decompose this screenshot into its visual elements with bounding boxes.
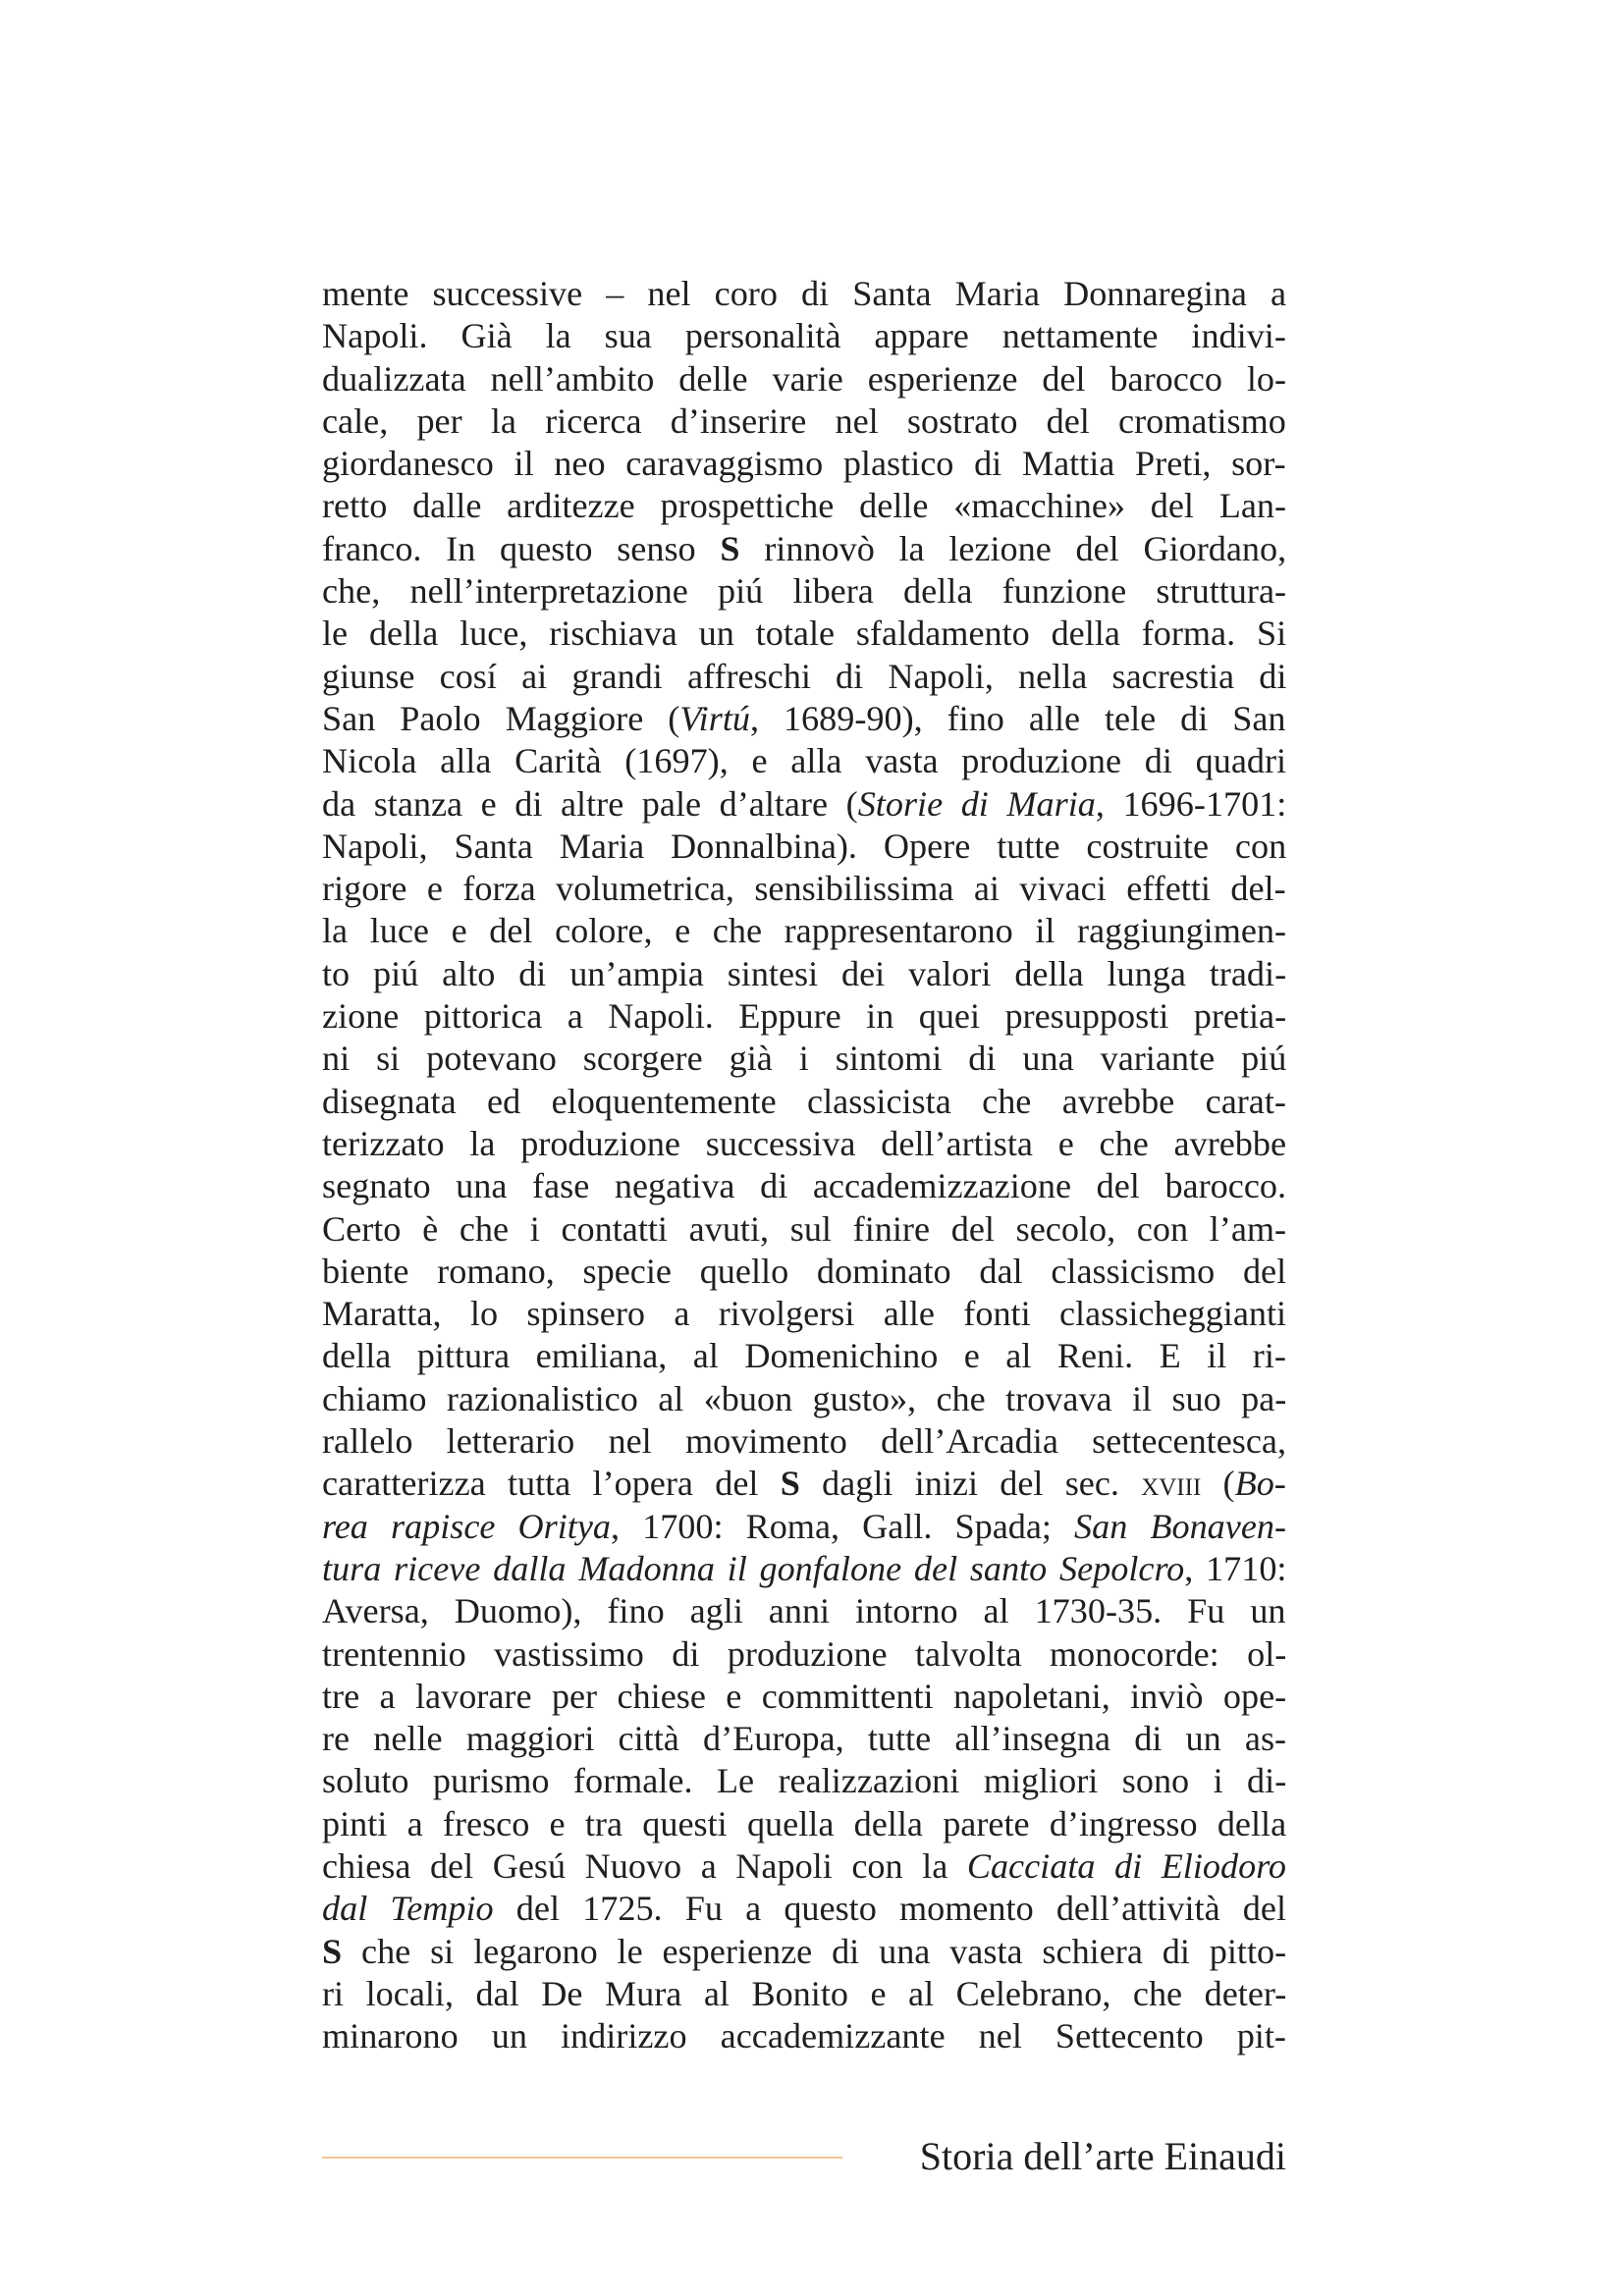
text-line xyxy=(322,1165,1286,1207)
text-run: S xyxy=(322,1931,343,1971)
text-run: rallelo letterario nel movimento dell’Arcadia settecentesca, xyxy=(322,1421,1287,1462)
text-run: franco. In questo senso xyxy=(322,528,721,568)
footer-title: Storia dell’arte Einaudi xyxy=(919,2134,1286,2178)
text-line xyxy=(322,1506,1286,1548)
text-line xyxy=(322,1676,1286,1718)
text-run: mente successive – nel coro di Santa Maria Donnaregina a xyxy=(322,274,1287,313)
text-run: xviii xyxy=(1141,1464,1202,1504)
text-line xyxy=(322,1378,1286,1420)
text-run: Bo- xyxy=(1234,1464,1286,1504)
text-line xyxy=(322,1123,1286,1165)
text-run: Nicola alla Carità (1697), e alla vasta produzione di quadri xyxy=(322,741,1287,781)
text-line xyxy=(322,1973,1286,2015)
page-footer xyxy=(322,2128,1286,2187)
text-line xyxy=(322,485,1286,527)
text-run: che, nell’interpretazione piú libera della funzione struttura- xyxy=(322,571,1287,612)
text-line xyxy=(322,1633,1286,1676)
text-run: dualizzata nell’ambito delle varie esperienze del barocco lo- xyxy=(322,358,1287,399)
text-line xyxy=(322,1803,1286,1845)
text-run: rigore e forza volumetrica, sensibilissima ai vivaci effetti del- xyxy=(322,869,1286,909)
text-run: le della luce, rischiava un totale sfaldamento della forma. Si xyxy=(322,614,1287,654)
text-line xyxy=(322,1931,1286,1973)
text-line xyxy=(322,1251,1286,1293)
text-run: chiamo razionalistico al «buon gusto», che trovava il suo pa- xyxy=(322,1378,1287,1418)
text-run: Storie di Maria xyxy=(857,783,1096,824)
text-run: disegnata ed eloquentemente classicista che avrebbe carat- xyxy=(322,1081,1286,1121)
text-run: dal Tempio xyxy=(322,1889,494,1929)
text-line xyxy=(322,1335,1286,1377)
text-run: ri locali, dal De Mura al Bonito e al Celebrano, che deter- xyxy=(322,1973,1287,2013)
text-line xyxy=(322,443,1286,485)
text-run: S xyxy=(780,1464,800,1504)
text-line xyxy=(322,1420,1286,1463)
text-run: caratterizza tutta l’opera del xyxy=(322,1464,781,1504)
text-run: Maratta, lo spinsero a rivolgersi alle fonti classicheggianti xyxy=(322,1294,1287,1334)
text-run: Napoli, Santa Maria Donnalbina). Opere tutte costruite con xyxy=(322,826,1287,866)
text-run: Virtú xyxy=(679,698,750,738)
text-line xyxy=(322,273,1286,315)
text-run: tre a lavorare per chiese e committenti napoletani, inviò ope- xyxy=(322,1676,1287,1716)
text-line xyxy=(322,1845,1286,1888)
text-line xyxy=(322,358,1286,400)
text-run: Aversa, Duomo), fino agli anni intorno al 1730-35. Fu un xyxy=(322,1591,1286,1631)
text-run: minarono un indirizzo accademizzante nel Settecento pit- xyxy=(322,2016,1286,2056)
body-text xyxy=(322,273,1286,2057)
text-run: , 1700: Roma, Gall. Spada; xyxy=(611,1506,1075,1546)
text-line xyxy=(322,570,1286,613)
text-line xyxy=(322,1590,1286,1632)
text-run: San Bonaven- xyxy=(1074,1506,1287,1546)
text-line xyxy=(322,783,1286,826)
footer-rule xyxy=(322,2157,842,2159)
text-run: cale, per la ricerca d’inserire nel sostrato del cromatismo xyxy=(322,400,1286,441)
text-run: rinnovò la lezione del Giordano, xyxy=(739,528,1287,568)
text-run: ( xyxy=(1201,1464,1235,1504)
text-run: giunse cosí ai grandi affreschi di Napoli, nella sacrestia di xyxy=(322,656,1287,696)
text-line xyxy=(322,995,1286,1038)
text-line xyxy=(322,1760,1286,1802)
text-run: giordanesco il neo caravaggismo plastico di Mattia Preti, sor- xyxy=(322,444,1286,484)
text-run: terizzato la produzione successiva dell’artista e che avrebbe xyxy=(322,1123,1287,1163)
text-line xyxy=(322,740,1286,782)
text-line xyxy=(322,2015,1286,2057)
text-run: ni si potevano scorgere già i sintomi di una variante piú xyxy=(322,1039,1287,1079)
text-run: , 1696-1701: xyxy=(1095,783,1287,824)
text-line xyxy=(322,1888,1286,1930)
text-run: to piú alto di un’ampia sintesi dei valori della lunga tradi- xyxy=(322,953,1287,993)
text-run: Cacciata di Eliodoro xyxy=(966,1845,1287,1886)
text-line xyxy=(322,656,1286,698)
text-line xyxy=(322,1718,1286,1760)
text-line xyxy=(322,1463,1286,1505)
text-run: retto dalle arditezze prospettiche delle «macchine» del Lan- xyxy=(322,486,1287,526)
text-line xyxy=(322,613,1286,655)
text-run: pinti a fresco e tra questi quella della parete d’ingresso della xyxy=(322,1803,1287,1843)
text-run: re nelle maggiori città d’Europa, tutte all’insegna di un as- xyxy=(322,1719,1287,1759)
text-line xyxy=(322,868,1286,910)
text-run: della pittura emiliana, al Domenichino e al Reni. E il ri- xyxy=(322,1336,1286,1376)
text-run: che si legarono le esperienze di una vasta schiera di pitto- xyxy=(342,1931,1287,1971)
text-line xyxy=(322,1548,1286,1590)
text-line xyxy=(322,315,1286,357)
text-line xyxy=(322,528,1286,570)
text-run: Certo è che i contatti avuti, sul finire del secolo, con l’am- xyxy=(322,1208,1287,1249)
text-run: biente romano, specie quello dominato dal classicismo del xyxy=(322,1251,1287,1291)
text-run: San Paolo Maggiore ( xyxy=(322,698,680,738)
text-run: , 1710: xyxy=(1184,1548,1287,1588)
text-run: chiesa del Gesú Nuovo a Napoli con la xyxy=(322,1845,967,1886)
text-run: S xyxy=(720,528,740,568)
text-line xyxy=(322,826,1286,868)
text-line xyxy=(322,1038,1286,1080)
text-run: dagli inizi del sec. xyxy=(799,1464,1142,1504)
text-run: segnato una fase negativa di accademizzazione del barocco. xyxy=(322,1166,1287,1206)
text-run: , 1689-90), fino alle tele di San xyxy=(749,698,1286,738)
text-run: soluto purismo formale. Le realizzazioni migliori sono i di- xyxy=(322,1761,1287,1801)
text-line xyxy=(322,910,1286,952)
text-run: da stanza e di altre pale d’altare ( xyxy=(322,783,858,824)
text-run: tura riceve dalla Madonna il gonfalone del santo Sepolcro xyxy=(322,1548,1185,1588)
text-line xyxy=(322,1081,1286,1123)
text-run: del 1725. Fu a questo momento dell’attività del xyxy=(493,1889,1287,1929)
text-run: trentennio vastissimo di produzione talvolta monocorde: ol- xyxy=(322,1633,1287,1674)
text-run: Napoli. Già la sua personalità appare nettamente indivi- xyxy=(322,316,1286,356)
text-line xyxy=(322,400,1286,443)
text-run: zione pittorica a Napoli. Eppure in quei presupposti pretia- xyxy=(322,996,1287,1037)
text-line xyxy=(322,1293,1286,1335)
text-run: la luce e del colore, e che rappresentarono il raggiungimen- xyxy=(322,911,1287,951)
text-run: rea rapisce Oritya xyxy=(322,1506,611,1546)
text-line xyxy=(322,953,1286,995)
text-line xyxy=(322,698,1286,740)
text-line xyxy=(322,1208,1286,1251)
